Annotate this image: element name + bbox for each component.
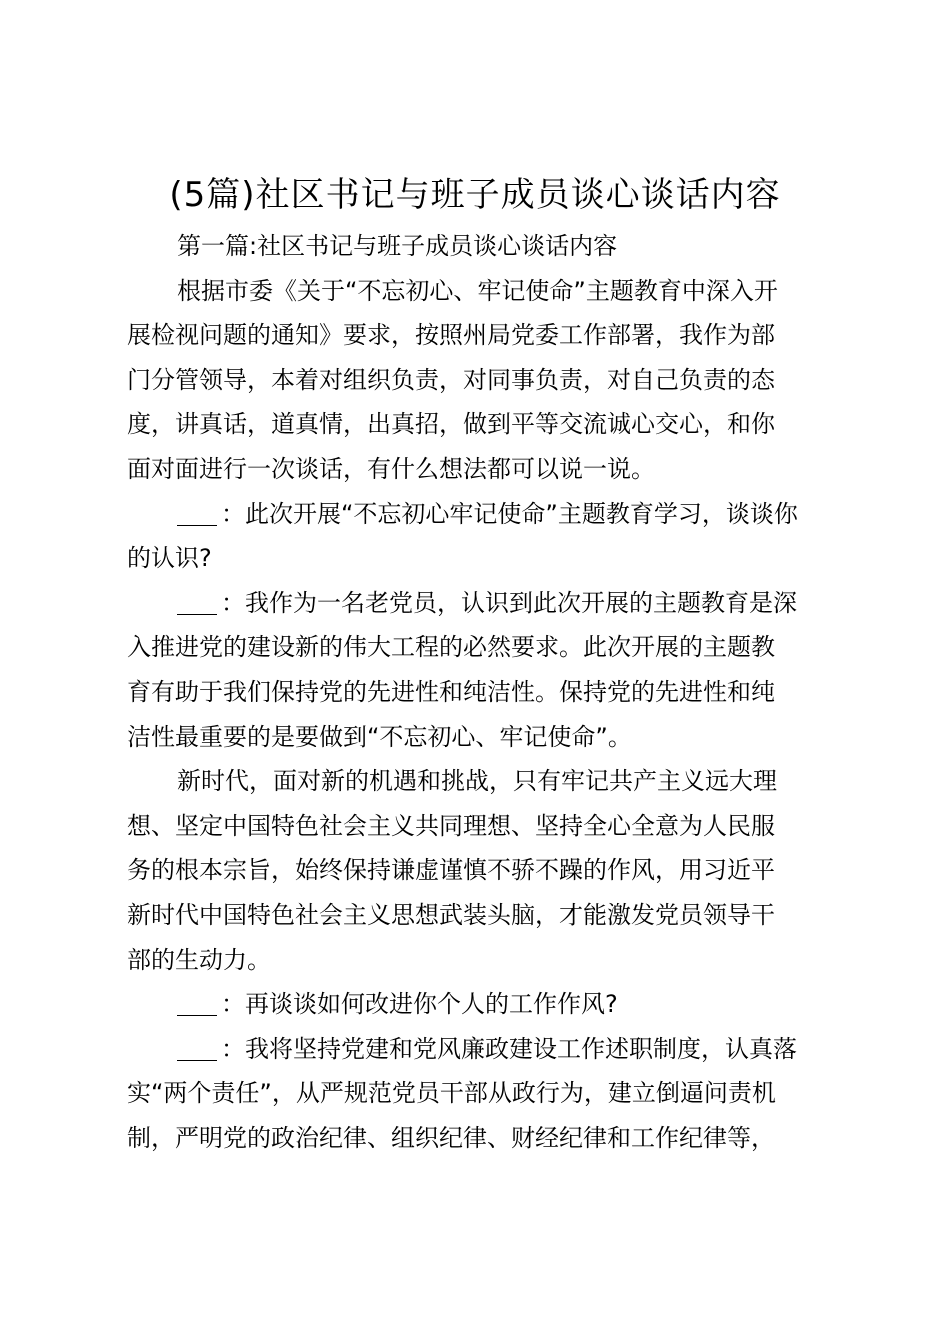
line-text: 想、坚定中国特色社会主义共同理想、坚持全心全意为人民服 bbox=[127, 811, 775, 840]
paragraph-line bbox=[127, 269, 831, 314]
speaker-blank bbox=[177, 588, 217, 615]
paragraph-line bbox=[127, 804, 831, 849]
paragraph-line bbox=[127, 938, 831, 983]
paragraph-line bbox=[127, 670, 831, 715]
paragraph-line bbox=[127, 715, 831, 760]
line-text: 部的生动力。 bbox=[127, 945, 271, 974]
line-text: 新时代，面对新的机遇和挑战，只有牢记共产主义远大理 bbox=[177, 767, 777, 796]
subtitle bbox=[127, 224, 831, 269]
paragraph-line bbox=[127, 313, 831, 358]
paragraph-line bbox=[127, 581, 831, 626]
speaker-blank bbox=[177, 989, 217, 1016]
paragraph-line bbox=[127, 982, 831, 1027]
line-text: 面对面进行一次谈话，有什么想法都可以说一说。 bbox=[127, 454, 655, 483]
paragraph-line bbox=[127, 625, 831, 670]
speaker-blank bbox=[177, 499, 217, 526]
line-text: 育有助于我们保持党的先进性和纯洁性。保持党的先进性和纯 bbox=[127, 677, 775, 706]
paragraph-line bbox=[127, 893, 831, 938]
line-text: ：我作为一名老党员，认识到此次开展的主题教育是深 bbox=[221, 588, 797, 617]
line-text: 度，讲真话，道真情，出真招，做到平等交流诚心交心，和你 bbox=[127, 410, 775, 439]
paragraph bbox=[127, 269, 831, 492]
paragraph-line bbox=[127, 1116, 831, 1161]
paragraph-line bbox=[127, 447, 831, 492]
document-title: (5篇)社区书记与班子成员谈心谈话内容 bbox=[169, 175, 781, 215]
line-text: 新时代中国特色社会主义思想武装头脑，才能激发党员领导干 bbox=[127, 900, 775, 929]
document-body bbox=[127, 224, 831, 1160]
line-text: 展检视问题的通知》要求，按照州局党委工作部署，我作为部 bbox=[127, 321, 775, 350]
line-text: 的认识? bbox=[127, 544, 212, 573]
paragraph bbox=[127, 492, 831, 581]
paragraph-line bbox=[127, 402, 831, 447]
subtitle-text: 第一篇:社区书记与班子成员谈心谈话内容 bbox=[177, 232, 618, 260]
paragraph-line bbox=[127, 492, 831, 537]
line-text: ：再谈谈如何改进你个人的工作作风? bbox=[221, 990, 618, 1019]
line-text: 实“两个责任”，从严规范党员干部从政行为，建立倒逼问责机 bbox=[127, 1079, 776, 1108]
speaker-blank bbox=[177, 1034, 217, 1061]
line-text: 入推进党的建设新的伟大工程的必然要求。此次开展的主题教 bbox=[127, 633, 775, 662]
line-text: 务的根本宗旨，始终保持谦虚谨慎不骄不躁的作风，用习近平 bbox=[127, 856, 775, 885]
paragraph bbox=[127, 1027, 831, 1161]
paragraph-line bbox=[127, 1071, 831, 1116]
paragraph-line bbox=[127, 1027, 831, 1072]
line-text: 门分管领导，本着对组织负责，对同事负责，对自己负责的态 bbox=[127, 365, 775, 394]
paragraph-line bbox=[127, 536, 831, 581]
line-text: ：我将坚持党建和党风廉政建设工作述职制度，认真落 bbox=[221, 1034, 797, 1063]
line-text: ：此次开展“不忘初心牢记使命”主题教育学习，谈谈你 bbox=[221, 499, 798, 528]
paragraph bbox=[127, 581, 831, 759]
line-text: 洁性最重要的是要做到“不忘初心、牢记使命”。 bbox=[127, 722, 632, 751]
paragraph bbox=[127, 982, 831, 1027]
paragraph-line bbox=[127, 759, 831, 804]
paragraph-line bbox=[127, 848, 831, 893]
line-text: 根据市委《关于“不忘初心、牢记使命”主题教育中深入开 bbox=[177, 276, 778, 305]
line-text: 制，严明党的政治纪律、组织纪律、财经纪律和工作纪律等， bbox=[127, 1123, 775, 1152]
paragraph-line bbox=[127, 358, 831, 403]
paragraph bbox=[127, 759, 831, 982]
